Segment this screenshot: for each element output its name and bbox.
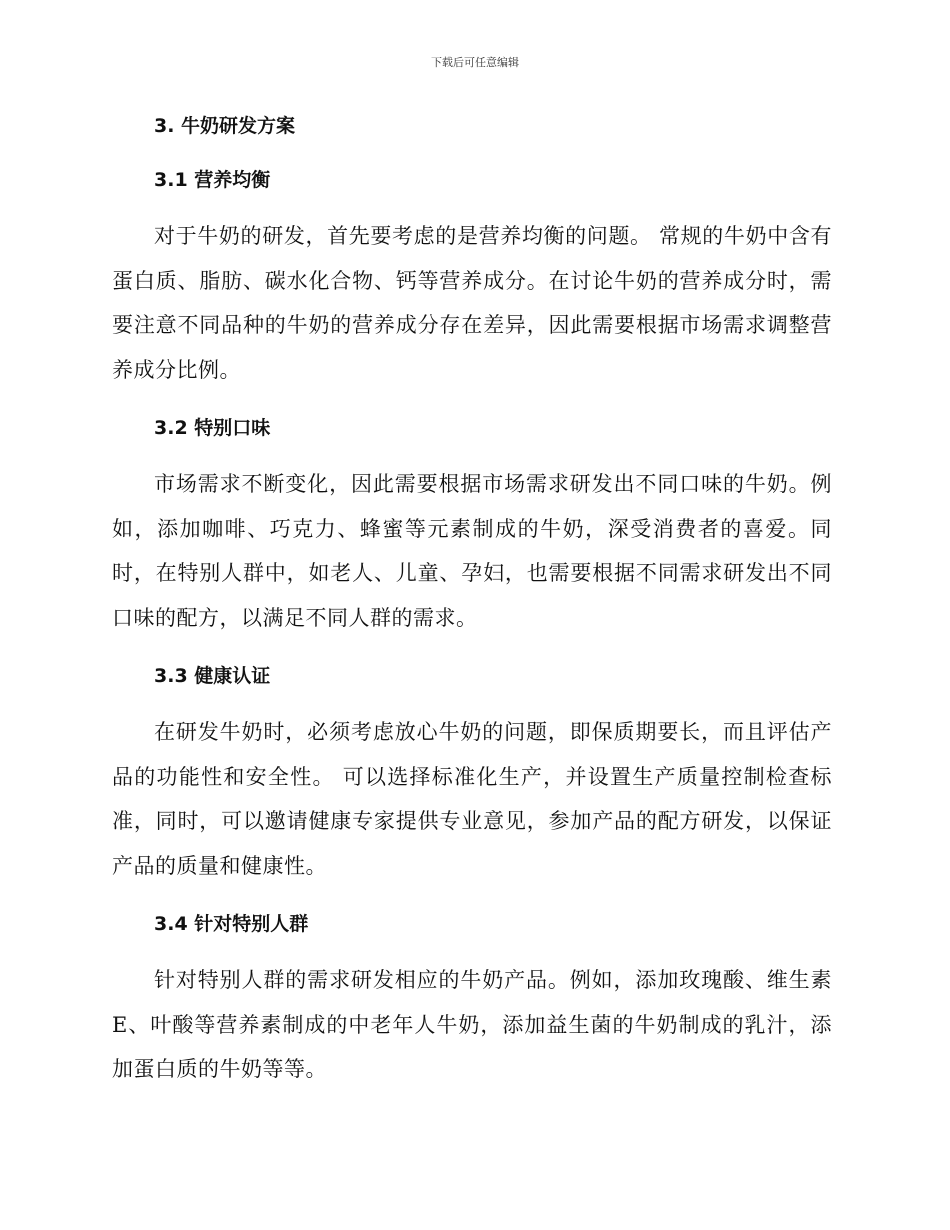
subsection-title-special-groups: 3.4 针对特别人群 [154,913,309,935]
document-body [112,110,832,1112]
paragraph-special-groups: 针对特别人群的需求研发相应的牛奶产品。例如，添加玫瑰酸、维生素E、叶酸等营养素制成的中老年人牛奶，添加益生菌的牛奶制成的乳汁，添加蛋白质的牛奶等等。 [112,968,832,1081]
paragraph-nutrition: 对于牛奶的研发，首先要考虑的是营养均衡的问题。 常规的牛奶中含有蛋白质、脂肪、碳水化合物、钙等营养成分。在讨论牛奶的营养成分时，需要注意不同品种的牛奶的营养成分存在差异，因此需要根据市场需求调整营养成分比例。 [112,224,832,382]
subsection-title-flavor: 3.2 特别口味 [154,417,271,439]
paragraph-flavor: 市场需求不断变化，因此需要根据市场需求研发出不同口味的牛奶。例如，添加咖啡、巧克力、蜂蜜等元素制成的牛奶，深受消费者的喜爱。同时，在特别人群中，如老人、儿童、孕妇，也需要根据不同需求研发出不同口味的配方，以满足不同人群的需求。 [112,472,832,630]
section-title: 3. 牛奶研发方案 [154,115,296,137]
subsection-title-nutrition: 3.1 营养均衡 [154,169,271,191]
subsection-title-health: 3.3 健康认证 [154,665,271,687]
page-header-note: 下载后可任意编辑 [431,56,519,69]
paragraph-health: 在研发牛奶时，必须考虑放心牛奶的问题，即保质期要长，而且评估产品的功能性和安全性。 可以选择标准化生产，并设置生产质量控制检查标准，同时，可以邀请健康专家提供专业意见，参加产品的配方研发，以保证产品的质量和健康性。 [112,720,832,878]
